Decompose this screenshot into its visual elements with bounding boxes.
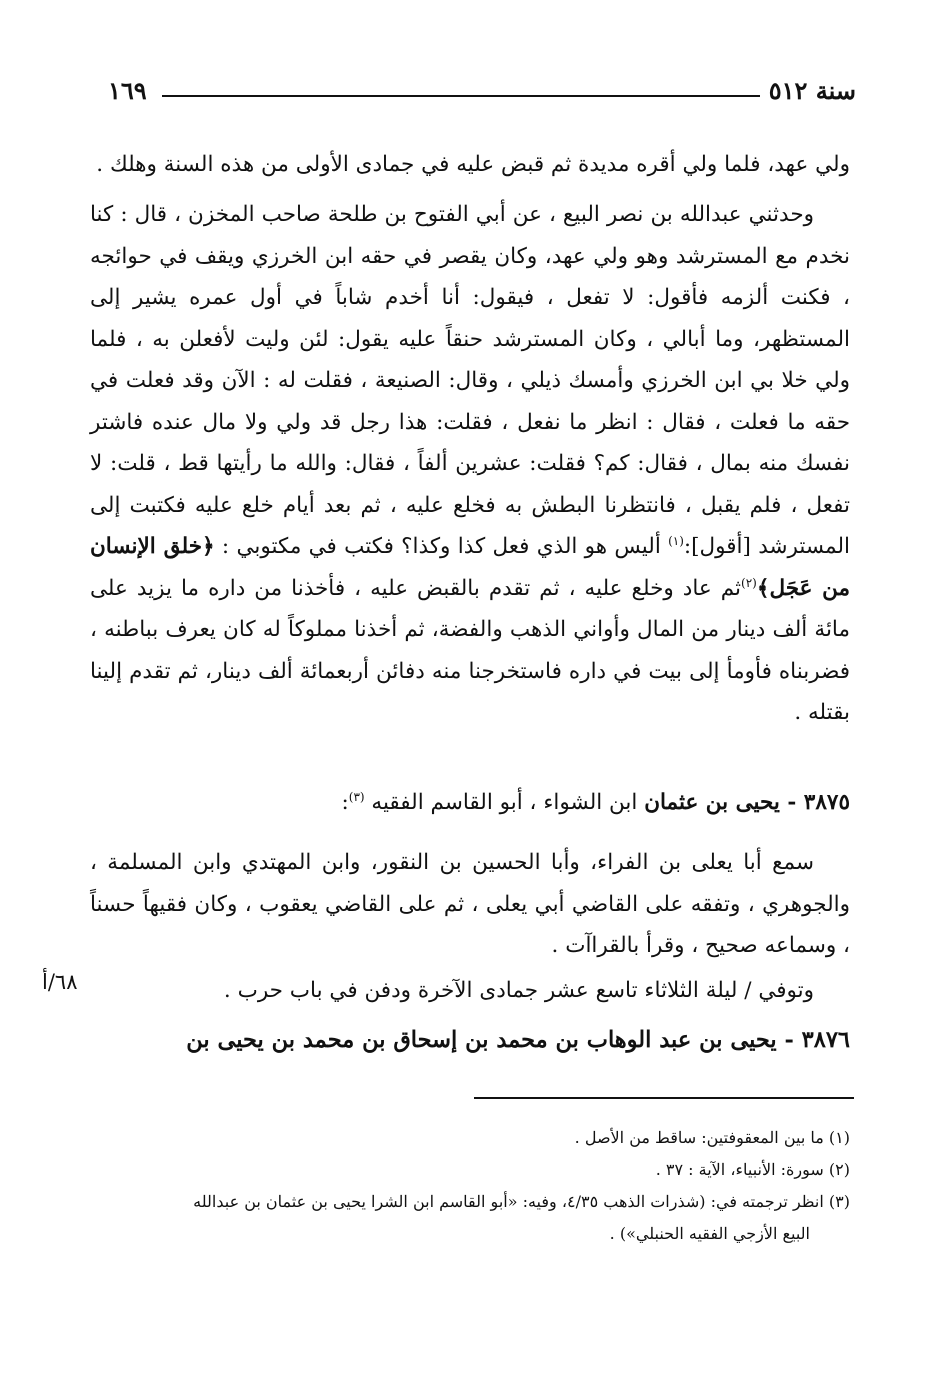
footnote-3-continuation: البيع الأزجي الفقيه الحنبلي») . <box>609 1224 810 1243</box>
running-header-year: سنة ٥١٢ <box>768 76 856 105</box>
footnote-ref-1: (١) <box>668 533 684 548</box>
entry-3875-body: سمع أبا يعلى بن الفراء، وأبا الحسين بن النقور، وابن المهتدي وابن المسلمة ، والجوهري ، وتفقه على القاضي أبي يعلى ، ثم على القاضي يعقوب ، وكان فقيهاً حسناً ، وسماعه صحيح ، وقرأ بالقراآت . <box>90 850 850 958</box>
entry-3876-heading: ٣٨٧٦ - يحيى بن عبد الوهاب بن محمد بن إسحاق بن محمد بن يحيى بن <box>186 1027 850 1053</box>
header-rule <box>162 95 760 97</box>
footnotes <box>90 1122 850 1250</box>
narration-part-c: ثم عاد وخلع عليه ، ثم تقدم بالقبض عليه ، فأخذنا من داره ما يزيد على مائة ألف دينار من المال وأواني الذهب والفضة، ثم أخذنا مملوكاً له كان يعرف بباطنه ، فضربناه فأومأ إلى بيت في داره فاستخرجنا منه دفائن أربعمائة ألف دينار، ثم تقدم إلينا بقتله . <box>90 575 850 725</box>
manuscript-folio-note: ٦٨/أ <box>42 970 78 994</box>
page-number: ١٦٩ <box>108 76 147 105</box>
paragraph-narration <box>90 194 850 734</box>
footnote-ref-3: (٣) <box>348 789 365 804</box>
narration-part-a: وحدثني عبدالله بن نصر البيع ، عن أبي الفتوح بن طلحة صاحب المخزن ، قال : كنا نخدم مع المسترشد وهو ولي عهد، وكان يقصر في حقه ابن الخرزي ويقف في حوائجه ، فكنت ألزمه فأقول: لا تفعل ، فيقول: أنا أخدم شاباً في أول عمره يشير إلى المستظهر، وما أبالي ، وكان المسترشد حنقاً عليه يقول: لئن وليت لأفعلن به ، فلما ولي خلا بي ابن الخرزي وأمسك ذيلي ، وقال: الصنيعة ، فقلت له : الآن وقد فعلت في حقه ما فعلت ، فقال : انظر ما نفعل ، فقلت: هذا رجل قد ولي ولا مال عنده فاشتر نفسك منه بمال ، فقال: كم؟ فقلت: عشرين ألفاً ، فقال: والله ما رأيتها قط ، قلت: لا تفعل ، فلم يقبل ، فانتظرنا البطش به فخلع عليه ، ثم بعد أيام خلع عليه فكتبت إلى المسترشد [أقول]: <box>90 202 850 559</box>
footnote-2: (٢) سورة: الأنبياء، الآية : ٣٧ . <box>655 1160 850 1179</box>
entry-3875-death: وتوفي / ليلة الثلاثاء تاسع عشر جمادى الآخرة ودفن في باب حرب . <box>223 978 814 1003</box>
footnote-ref-2: (٢) <box>741 575 757 590</box>
footnote-3: (٣) انظر ترجمته في: (شذرات الذهب ٤/٣٥، وفيه: «أبو القاسم ابن الشرا يحيى بن عثمان بن عبدالله <box>193 1192 850 1211</box>
quran-quote: ﴿خلق الإنسان من عَجَل﴾ <box>90 534 850 601</box>
entry-3875-heading <box>90 782 850 824</box>
narration-part-b: أليس هو الذي فعل كذا وكذا؟ فكتب في مكتوبي : <box>221 534 669 559</box>
entry-3875-colon: : <box>341 790 349 815</box>
footnote-rule <box>474 1097 854 1099</box>
paragraph-continuation: ولي عهد، فلما ولي أقره مديدة ثم قبض عليه في جمادى الأولى من هذه السنة وهلك . <box>96 152 850 177</box>
entry-3875-rest: ابن الشواء ، أبو القاسم الفقيه <box>364 790 645 815</box>
footnote-1: (١) ما بين المعقوفتين: ساقط من الأصل . <box>574 1128 850 1147</box>
entry-3875-name: ٣٨٧٥ - يحيى بن عثمان <box>644 790 850 815</box>
page-header <box>100 76 856 112</box>
